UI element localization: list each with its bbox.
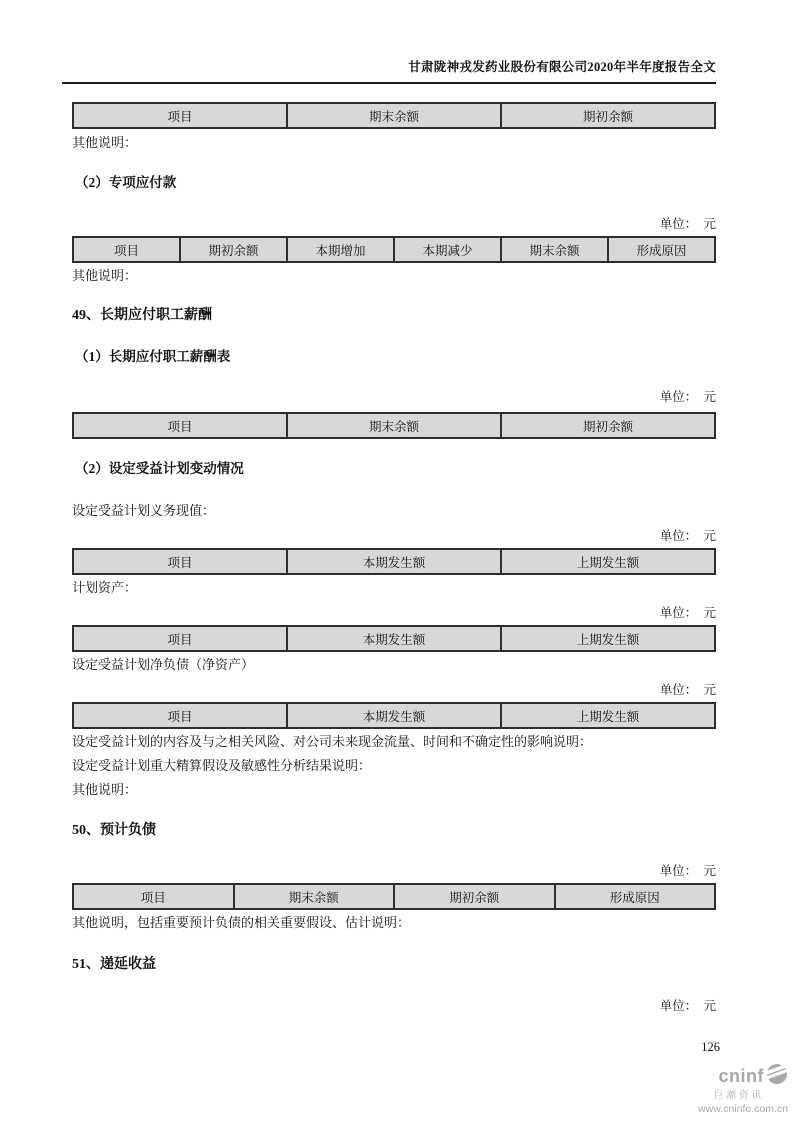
column-header-ending-balance: 期末余额 (287, 103, 501, 128)
column-header-current-period: 本期发生额 (287, 549, 501, 574)
column-header-prior-period: 上期发生额 (501, 626, 715, 651)
payables-balance-table (72, 102, 716, 129)
unit-label: 单位： 元 (659, 999, 716, 1013)
obligation-table (72, 548, 716, 575)
logo-row (698, 1063, 788, 1089)
column-header-ending-balance: 期末余额 (234, 884, 395, 909)
actuarial-assumptions-line: 设定受益计划重大精算假设及敏感性分析结果说明： (72, 758, 372, 773)
column-header-item: 项目 (73, 884, 234, 909)
cninfo-logo-wordmark: cninf (718, 1066, 764, 1086)
plan-assets-line: 计划资产： (72, 580, 138, 595)
column-header-prior-period: 上期发生额 (501, 549, 715, 574)
column-header-item: 项目 (73, 703, 287, 728)
column-header-item: 项目 (73, 549, 287, 574)
unit-label: 单位： 元 (659, 606, 716, 620)
table-header-row (73, 884, 715, 909)
column-header-ending-balance: 期末余额 (287, 413, 501, 438)
table-header-row (73, 549, 715, 574)
page-header-title: 甘肃陇神戎发药业股份有限公司2020年半年度报告全文 (62, 0, 716, 84)
plan-assets-table (72, 625, 716, 652)
column-header-beginning-balance: 期初余额 (501, 103, 715, 128)
column-header-reason: 形成原因 (608, 237, 715, 262)
cninfo-logo-url: www.cninfo.com.cn (698, 1102, 788, 1115)
column-header-item: 项目 (73, 237, 180, 262)
table-header-row (73, 413, 715, 438)
column-header-decrease: 本期减少 (394, 237, 501, 262)
cninfo-swirl-icon (766, 1063, 788, 1089)
unit-label: 单位： 元 (659, 529, 716, 543)
column-header-item: 项目 (73, 103, 287, 128)
column-header-beginning-balance: 期初余额 (501, 413, 715, 438)
net-liability-line: 设定受益计划净负债（净资产） (72, 657, 255, 672)
section-heading-51: 51、递延收益 (72, 957, 156, 972)
other-note: 其他说明： (72, 782, 138, 797)
unit-label: 单位： 元 (659, 683, 716, 697)
cninfo-logo (698, 1063, 788, 1114)
column-header-item: 项目 (73, 626, 287, 651)
column-header-item: 项目 (73, 413, 287, 438)
column-header-reason: 形成原因 (555, 884, 716, 909)
table-header-row (73, 626, 715, 651)
special-payables-table (72, 236, 716, 263)
section-heading-49: 49、长期应付职工薪酬 (72, 308, 212, 323)
column-header-ending-balance: 期末余额 (501, 237, 608, 262)
table-header-row (73, 703, 715, 728)
section-heading-50: 50、预计负债 (72, 823, 156, 838)
subsection-heading-49-1: （1）长期应付职工薪酬表 (75, 349, 231, 364)
risk-impact-line: 设定受益计划的内容及与之相关风险、对公司未来现金流量、时间和不确定性的影响说明： (72, 734, 593, 749)
long-term-payroll-table (72, 412, 716, 439)
table-header-row (73, 237, 715, 262)
other-note-estimated-liabilities: 其他说明，包括重要预计负债的相关重要假设、估计说明： (72, 915, 411, 930)
other-note: 其他说明： (72, 135, 138, 150)
table-header-row (73, 103, 715, 128)
obligation-present-value-line: 设定受益计划义务现值： (72, 503, 216, 518)
column-header-current-period: 本期发生额 (287, 626, 501, 651)
column-header-increase: 本期增加 (287, 237, 394, 262)
cninfo-logo-chinese-name: 巨潮资讯 (713, 1090, 764, 1101)
other-note: 其他说明： (72, 268, 138, 283)
section-heading-special-payables: （2）专项应付款 (75, 175, 177, 190)
page-content (72, 0, 716, 1014)
estimated-liabilities-table (72, 883, 716, 910)
column-header-current-period: 本期发生额 (287, 703, 501, 728)
unit-label: 单位： 元 (659, 217, 716, 231)
column-header-beginning-balance: 期初余额 (180, 237, 287, 262)
column-header-prior-period: 上期发生额 (501, 703, 715, 728)
net-liability-table (72, 702, 716, 729)
column-header-beginning-balance: 期初余额 (394, 884, 555, 909)
unit-label: 单位： 元 (659, 390, 716, 404)
page-number: 126 (701, 1040, 720, 1054)
unit-label: 单位： 元 (659, 864, 716, 878)
subsection-heading-49-2: （2）设定受益计划变动情况 (75, 461, 244, 476)
